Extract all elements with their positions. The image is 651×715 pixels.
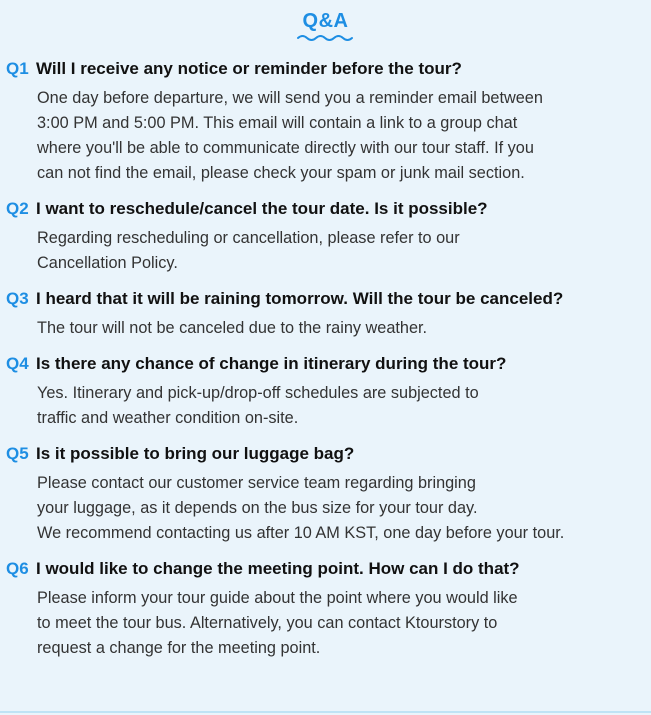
answer-line: Regarding rescheduling or cancellation, please refer to our — [37, 229, 460, 247]
question-text: I would like to change the meeting point. How can I do that? — [36, 559, 520, 578]
question-number: Q2 — [6, 199, 29, 218]
question-row — [6, 58, 645, 80]
answer-text — [6, 86, 645, 186]
question-text: I want to reschedule/cancel the tour date. Is it possible? — [36, 199, 488, 218]
answer-line: One day before departure, we will send you a reminder email between — [37, 89, 543, 107]
answer-line: The tour will not be canceled due to the rainy weather. — [37, 319, 428, 337]
question-number: Q1 — [6, 59, 29, 78]
question-text: Is it possible to bring our luggage bag? — [36, 444, 355, 463]
qa-item-2 — [6, 198, 645, 276]
qa-list — [6, 58, 645, 661]
answer-line: Yes. Itinerary and pick-up/drop-off schedules are subjected to — [37, 384, 479, 402]
question-row — [6, 443, 645, 465]
faq-header — [6, 0, 645, 52]
bottom-divider — [0, 711, 651, 713]
page-title: Q&A — [302, 10, 349, 32]
answer-text — [6, 381, 645, 431]
answer-line: your luggage, as it depends on the bus size for your tour day. — [37, 499, 478, 517]
answer-line: We recommend contacting us after 10 AM KST, one day before your tour. — [37, 524, 565, 542]
question-number: Q6 — [6, 559, 29, 578]
qa-item-1 — [6, 58, 645, 186]
question-row — [6, 198, 645, 220]
answer-text — [6, 316, 645, 341]
answer-line: Please inform your tour guide about the point where you would like — [37, 589, 518, 607]
question-number: Q3 — [6, 289, 29, 308]
question-row — [6, 558, 645, 580]
qa-item-4 — [6, 353, 645, 431]
answer-text — [6, 586, 645, 661]
qa-item-3 — [6, 288, 645, 341]
qa-item-5 — [6, 443, 645, 546]
answer-line: where you'll be able to communicate directly with our tour staff. If you — [37, 139, 534, 157]
answer-line: request a change for the meeting point. — [37, 639, 321, 657]
answer-text — [6, 471, 645, 546]
question-text: I heard that it will be raining tomorrow. Will the tour be canceled? — [36, 289, 564, 308]
answer-line: can not find the email, please check your spam or junk mail section. — [37, 164, 525, 182]
answer-text — [6, 226, 645, 276]
answer-line: to meet the tour bus. Alternatively, you can contact Ktourstory to — [37, 614, 498, 632]
question-row — [6, 288, 645, 310]
wave-divider-icon — [296, 34, 356, 42]
question-number: Q5 — [6, 444, 29, 463]
answer-line: traffic and weather condition on-site. — [37, 409, 299, 427]
question-number: Q4 — [6, 354, 29, 373]
question-text: Will I receive any notice or reminder before the tour? — [36, 59, 462, 78]
answer-line: 3:00 PM and 5:00 PM. This email will contain a link to a group chat — [37, 114, 518, 132]
question-text: Is there any chance of change in itinerary during the tour? — [36, 354, 507, 373]
question-row — [6, 353, 645, 375]
qa-item-6 — [6, 558, 645, 661]
answer-line: Please contact our customer service team regarding bringing — [37, 474, 476, 492]
answer-line: Cancellation Policy. — [37, 254, 178, 272]
